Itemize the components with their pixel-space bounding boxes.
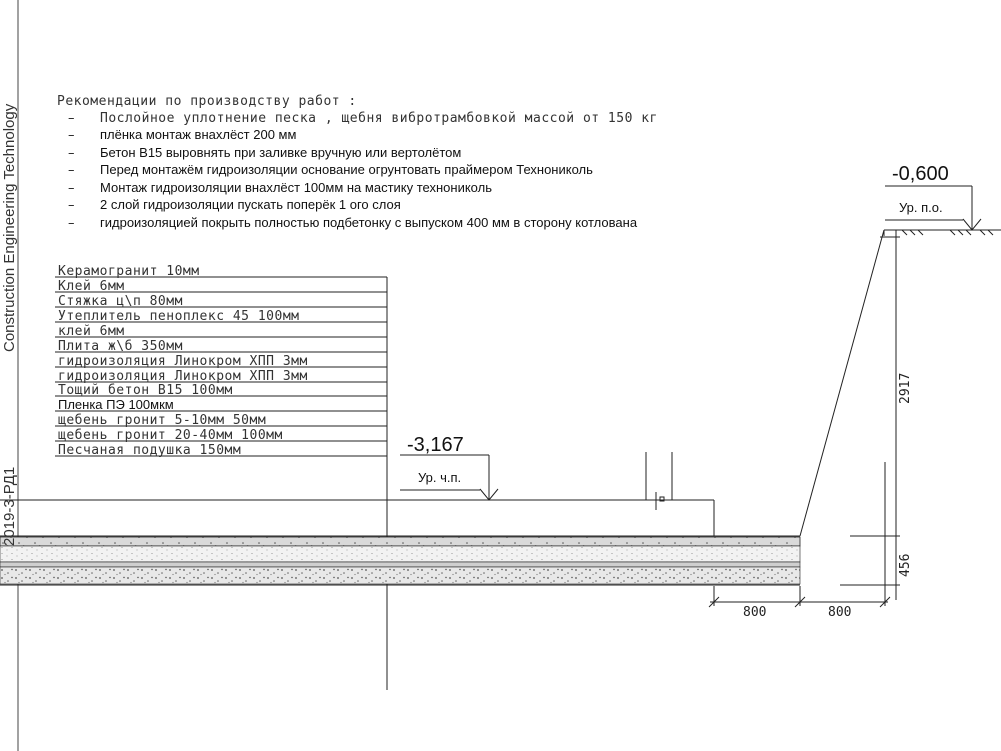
note-dash: – — [68, 111, 75, 126]
note-dash: – — [68, 128, 75, 143]
layer-item: гидроизоляция Линокром ХПП 3мм — [58, 354, 308, 369]
cross-section — [0, 500, 800, 585]
gravel-coarse-layer — [0, 562, 800, 567]
note-dash: – — [68, 181, 75, 196]
layer-item: Песчаная подушка 150мм — [58, 443, 242, 458]
company-side-label: Construction Engineering Technology — [1, 103, 18, 352]
note-item-2: плёнка монтаж внахлёст 200 мм — [100, 127, 297, 142]
dimension-width-left: 800 — [743, 605, 767, 620]
layer-item: Утеплитель пеноплекс 45 100мм — [58, 309, 300, 324]
ground-level-label: Ур. п.о. — [899, 200, 943, 215]
layer-item: Стяжка ц\п 80мм — [58, 294, 183, 309]
note-item-3: Бетон В15 выровнять при заливке вручную или вертолётом — [100, 145, 462, 160]
note-item-4: Перед монтажём гидроизоляции основание огрунтовать праймером Технониколь — [100, 162, 593, 177]
layer-item: Плита ж\б 350мм — [58, 339, 183, 354]
floor-level-label: Ур. ч.п. — [418, 470, 462, 485]
note-item-7: гидроизоляцией покрыть полностью подбетонку с выпуском 400 мм в сторону котлована — [100, 215, 638, 230]
note-item-5: Монтаж гидроизоляции внахлёст 100мм на мастику технониколь — [100, 180, 492, 195]
pipe-symbol — [646, 452, 672, 510]
layer-item: гидроизоляция Линокром ХПП 3мм — [58, 369, 308, 384]
note-dash: – — [68, 163, 75, 178]
doc-code-side-label: 2019-3-РД1 — [1, 466, 18, 546]
gravel-fine-layer — [0, 546, 800, 562]
notes-title: Рекомендации по производству работ : — [57, 94, 357, 109]
dimension-height-base: 456 — [898, 553, 913, 577]
note-dash: – — [68, 146, 75, 161]
layer-item: Клей 6мм — [58, 279, 125, 294]
lean-concrete-layer — [0, 537, 800, 546]
excavation-slope — [800, 230, 1001, 600]
layer-item: щебень гронит 20-40мм 100мм — [58, 428, 283, 443]
notes-list — [68, 111, 658, 231]
layer-item: Керамогранит 10мм — [58, 264, 200, 279]
sand-cushion-layer — [0, 567, 800, 584]
layer-item: Пленка ПЭ 100мкм — [58, 397, 174, 412]
layer-item: Тощий бетон В15 100мм — [58, 383, 233, 398]
dimension-height-total: 2917 — [898, 372, 913, 404]
layer-list — [58, 264, 308, 458]
layer-item: клей 6мм — [58, 324, 125, 339]
note-dash: – — [68, 216, 75, 231]
note-item-1: Послойное уплотнение песка , щебня вибротрамбовкой массой от 150 кг — [100, 111, 658, 126]
layer-item: щебень гронит 5-10мм 50мм — [58, 413, 267, 428]
dimension-width-right: 800 — [828, 605, 852, 620]
floor-level-value: -3,167 — [407, 434, 464, 456]
note-item-6: 2 слой гидроизоляции пускать поперёк 1 ого слоя — [100, 197, 401, 212]
note-dash: – — [68, 198, 75, 213]
ground-level-value: -0,600 — [892, 163, 949, 185]
